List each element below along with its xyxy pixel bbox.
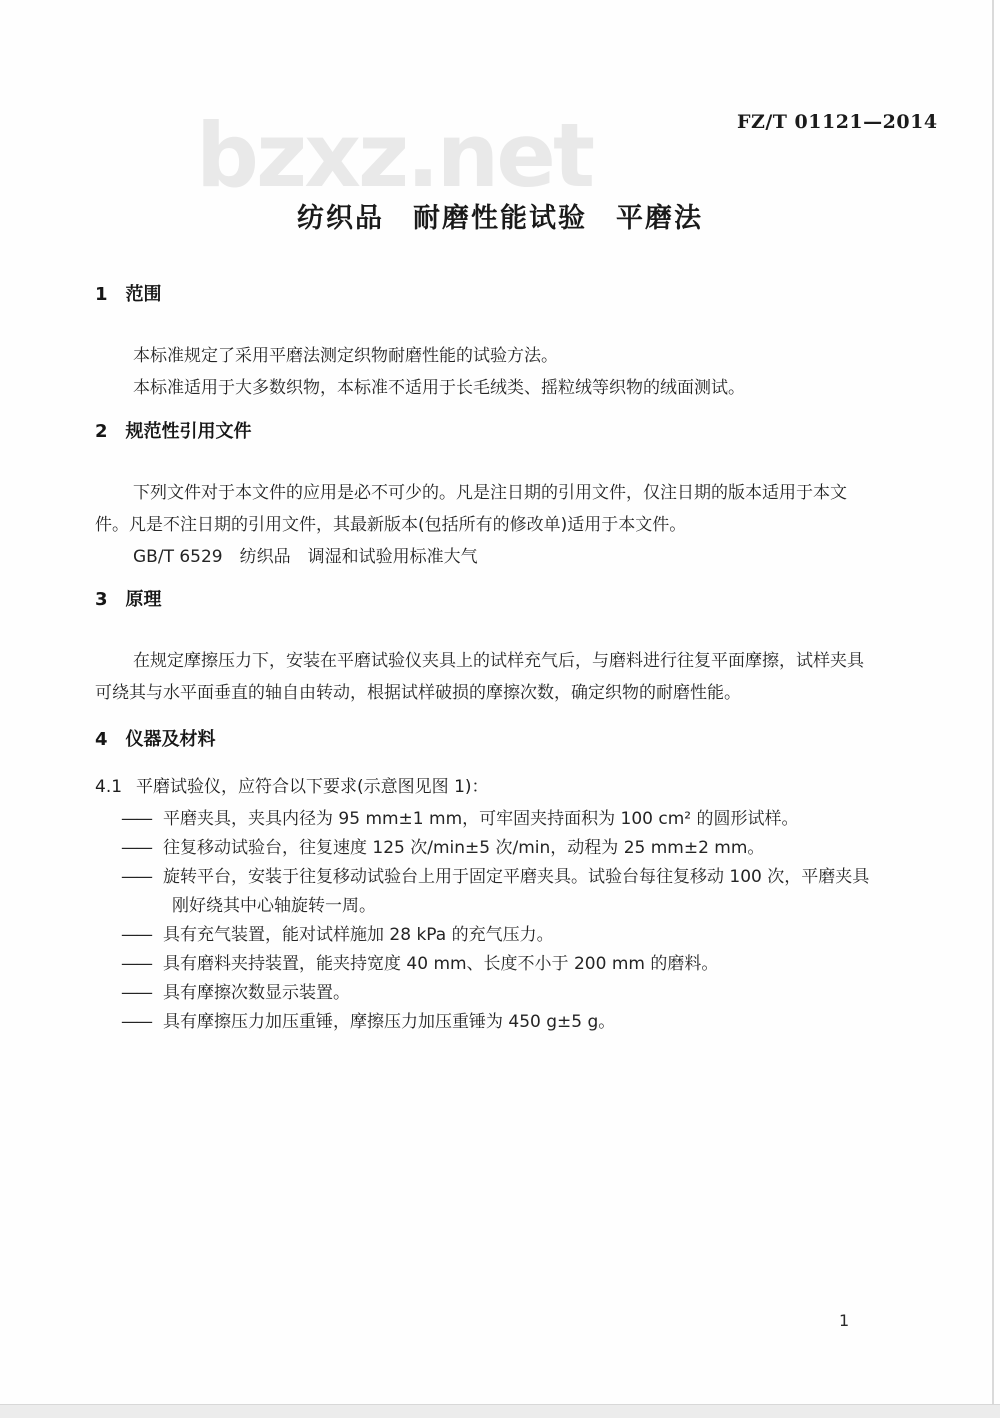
subsection-4-1	[95, 775, 975, 799]
paragraph-line: 下列文件对于本文件的应用是必不可少的。凡是注日期的引用文件，仅注日期的版本适用于本文	[133, 483, 847, 503]
requirement-item	[95, 863, 975, 921]
requirement-text: 平磨夹具，夹具内径为 95 mm±1 mm，可牢固夹持面积为 100 cm² 的圆形试样。	[163, 809, 799, 829]
section-title: 原理	[125, 589, 162, 610]
watermark-text: bzxz.net	[196, 104, 593, 207]
bullet-dash: ——	[121, 867, 151, 887]
section-heading-normative-references	[95, 420, 975, 444]
section-heading-principle	[95, 588, 975, 612]
requirement-item	[95, 805, 975, 834]
section-title: 范围	[125, 284, 162, 305]
bullet-dash: ——	[121, 1012, 151, 1032]
document-body	[95, 283, 975, 1037]
requirement-text: 具有摩擦次数显示装置。	[163, 983, 350, 1003]
paragraph-line: 件。凡是不注日期的引用文件，其最新版本(包括所有的修改单)适用于本文件。	[95, 515, 687, 535]
requirement-item	[95, 950, 975, 979]
section-number: 2	[95, 421, 108, 442]
requirement-list	[95, 805, 975, 1037]
requirement-text: 具有充气装置，能对试样施加 28 kPa 的充气压力。	[163, 925, 554, 945]
requirement-item	[95, 921, 975, 950]
paragraph-line: 可绕其与水平面垂直的轴自由转动，根据试样破损的摩擦次数，确定织物的耐磨性能。	[95, 683, 741, 703]
requirement-item	[95, 1008, 975, 1037]
paragraph-line: 本标准规定了采用平磨法测定织物耐磨性能的试验方法。	[133, 346, 558, 366]
requirement-text-continued: 刚好绕其中心轴旋转一周。	[172, 896, 376, 916]
section-number: 4	[95, 729, 108, 750]
bullet-dash: ——	[121, 983, 151, 1003]
requirement-item	[95, 979, 975, 1008]
bullet-dash: ——	[121, 809, 151, 829]
section-title: 规范性引用文件	[125, 421, 252, 442]
bullet-dash: ——	[121, 925, 151, 945]
section-scope-paragraphs	[95, 340, 975, 404]
referenced-standard: GB/T 6529 纺织品 调湿和试验用标准大气	[133, 547, 478, 567]
requirement-text: 具有摩擦压力加压重锤，摩擦压力加压重锤为 450 g±5 g。	[163, 1012, 616, 1032]
paragraph-line: 本标准适用于大多数织物，本标准不适用于长毛绒类、摇粒绒等织物的绒面测试。	[133, 378, 745, 398]
section-normative-references-paragraphs	[95, 477, 975, 573]
scan-page-edge	[992, 0, 994, 1418]
requirement-text: 具有磨料夹持装置，能夹持宽度 40 mm、长度不小于 200 mm 的磨料。	[163, 954, 719, 974]
requirement-text: 往复移动试验台，往复速度 125 次/min±5 次/min，动程为 25 mm±2 mm。	[163, 838, 765, 858]
scan-bottom-edge	[0, 1404, 1000, 1418]
section-number: 3	[95, 589, 108, 610]
requirement-item	[95, 834, 975, 863]
requirement-text: 旋转平台，安装于往复移动试验台上用于固定平磨夹具。试验台每往复移动 100 次，平磨夹具	[163, 867, 870, 887]
page-number: 1	[839, 1311, 850, 1330]
section-principle-paragraphs	[95, 645, 975, 709]
standard-code: FZ/T 01121—2014	[737, 111, 938, 133]
subsection-text: 平磨试验仪，应符合以下要求(示意图见图 1)：	[136, 777, 489, 797]
section-number: 1	[95, 284, 108, 305]
paragraph-line: 在规定摩擦压力下，安装在平磨试验仪夹具上的试样充气后，与磨料进行往复平面摩擦，试样夹具	[133, 651, 864, 671]
bullet-dash: ——	[121, 838, 151, 858]
subsection-number: 4.1	[95, 777, 123, 797]
bullet-dash: ——	[121, 954, 151, 974]
document-title: 纺织品 耐磨性能试验 平磨法	[297, 203, 703, 234]
section-title: 仪器及材料	[125, 729, 216, 750]
section-heading-scope	[95, 283, 975, 307]
section-heading-apparatus	[95, 728, 975, 752]
